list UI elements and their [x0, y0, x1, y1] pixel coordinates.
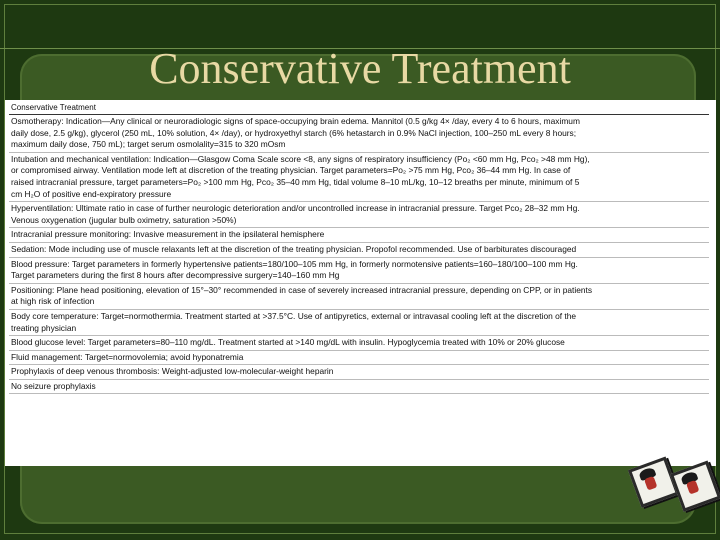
table-row-line: Hyperventilation: Ultimate ratio in case of further neurologic deterioration and/or uncontrolled increase in intracranial pressure. Target Pco₂ 28–32 mm Hg.	[11, 203, 580, 214]
table-row	[9, 243, 577, 256]
table-row	[9, 352, 399, 364]
row-divider	[9, 201, 709, 202]
row-divider	[9, 364, 709, 365]
row-divider	[9, 283, 709, 284]
row-divider	[9, 393, 709, 394]
table-rows	[9, 116, 593, 394]
table-top-rule	[9, 114, 709, 115]
table-row	[9, 310, 577, 334]
table-row-line: Intubation and mechanical ventilation: Indication—Glasgow Coma Scale score <8, any signs of respiratory insufficiency (Po₂ <60 mm Hg, Pco₂ >48 mm Hg),	[11, 153, 590, 164]
table-row	[9, 153, 590, 200]
table-row-line: Sedation: Mode including use of muscle relaxants left at the discretion of the treating physician. Propofol recommended. Use of barbiturates discouraged	[11, 243, 577, 254]
table-row-line: daily dose, 2.5 g/kg), glycerol (250 mL, 10% solution, 4× /day), or hydroxyethyl starch (6% hetastarch in 0.9% NaCl injection, 100–250 mL every 8 hours;	[11, 127, 577, 138]
table-caption: Conservative Treatment	[11, 103, 96, 112]
table-row-line: Fluid management: Target=normovolemia; avoid hyponatremia	[11, 351, 244, 362]
table-row-line: Body core temperature: Target=normothermia. Treatment started at >37.5°C. Use of antipyretics, external or intravasal cooling left at the discretion of the	[11, 310, 577, 321]
table-row	[9, 337, 565, 349]
table-row	[9, 203, 580, 226]
table-row	[9, 381, 399, 393]
table-row-line: Osmotherapy: Indication—Any clinical or neuroradiologic signs of space-occupying brain edema. Mannitol (0.5 g/kg 4× /day, every 4 to 6 hours, maximum	[11, 116, 580, 126]
table-row-line: Intracranial pressure monitoring: Invasive measurement in the ipsilateral hemisphere	[11, 229, 325, 240]
table-row-line: Prophylaxis of deep venous thrombosis: Weight-adjusted low-molecular-weight heparin	[11, 366, 334, 377]
table-row	[9, 366, 399, 378]
table-row	[9, 258, 578, 282]
table-row-line: maximum daily dose, 750 mL); target serum osmolality=315 to 320 mOsm	[11, 139, 286, 150]
page-title: Conservative Treatment	[149, 44, 571, 93]
table-row	[9, 284, 593, 308]
row-divider	[9, 309, 709, 310]
row-divider	[9, 379, 709, 380]
treatment-table	[5, 100, 716, 466]
table-row-line: Blood pressure: Target parameters in formerly hypertensive patients=180/100–105 mm Hg, in formerly normotensive patients=160–180/100–100 mm Hg.	[11, 258, 578, 269]
table-row-line: treating physician	[11, 322, 77, 333]
row-divider	[9, 242, 709, 243]
row-divider	[9, 335, 709, 336]
table-row-line: or compromised airway. Ventilation mode left at discretion of the treating physician. Target parameters=Po₂ >75 mm Hg, Pco₂ 36–44 mm Hg. In case of	[11, 165, 571, 176]
table-row	[9, 229, 399, 241]
table-row	[9, 116, 580, 151]
table-row-line: raised intracranial pressure, target parameters=Po₂ >100 mm Hg, Pco₂ 35–40 mm Hg, tidal volume 8–10 mL/kg, 10–12 breaths per minute, minimum of 5	[11, 176, 580, 187]
table-row-line: No seizure prophylaxis	[11, 380, 96, 391]
table-row-line: Positioning: Plane head positioning, elevation of 15°–30° recommended in case of severely increased intracranial pressure, depending on CPP, or in patients	[11, 284, 593, 295]
row-divider	[9, 152, 709, 153]
table-row-line: Target parameters during the first 8 hours after decompressive surgery=140–160 mm Hg	[11, 270, 340, 281]
row-divider	[9, 227, 709, 228]
table-body	[9, 102, 593, 395]
row-divider	[9, 350, 709, 351]
row-divider	[9, 257, 709, 258]
table-row-line: Blood glucose level: Target parameters=80–110 mg/dL. Treatment started at >140 mg/dL with insulin. Hypoglycemia treated with 10% or 20% glucose	[11, 337, 565, 348]
table-row-line: cm H₂O of positive end-expiratory pressure	[11, 188, 172, 199]
table-row-line: Venous oxygenation (jugular bulb oximetry, saturation >50%)	[11, 214, 237, 225]
table-row-line: at high risk of infection	[11, 296, 95, 307]
